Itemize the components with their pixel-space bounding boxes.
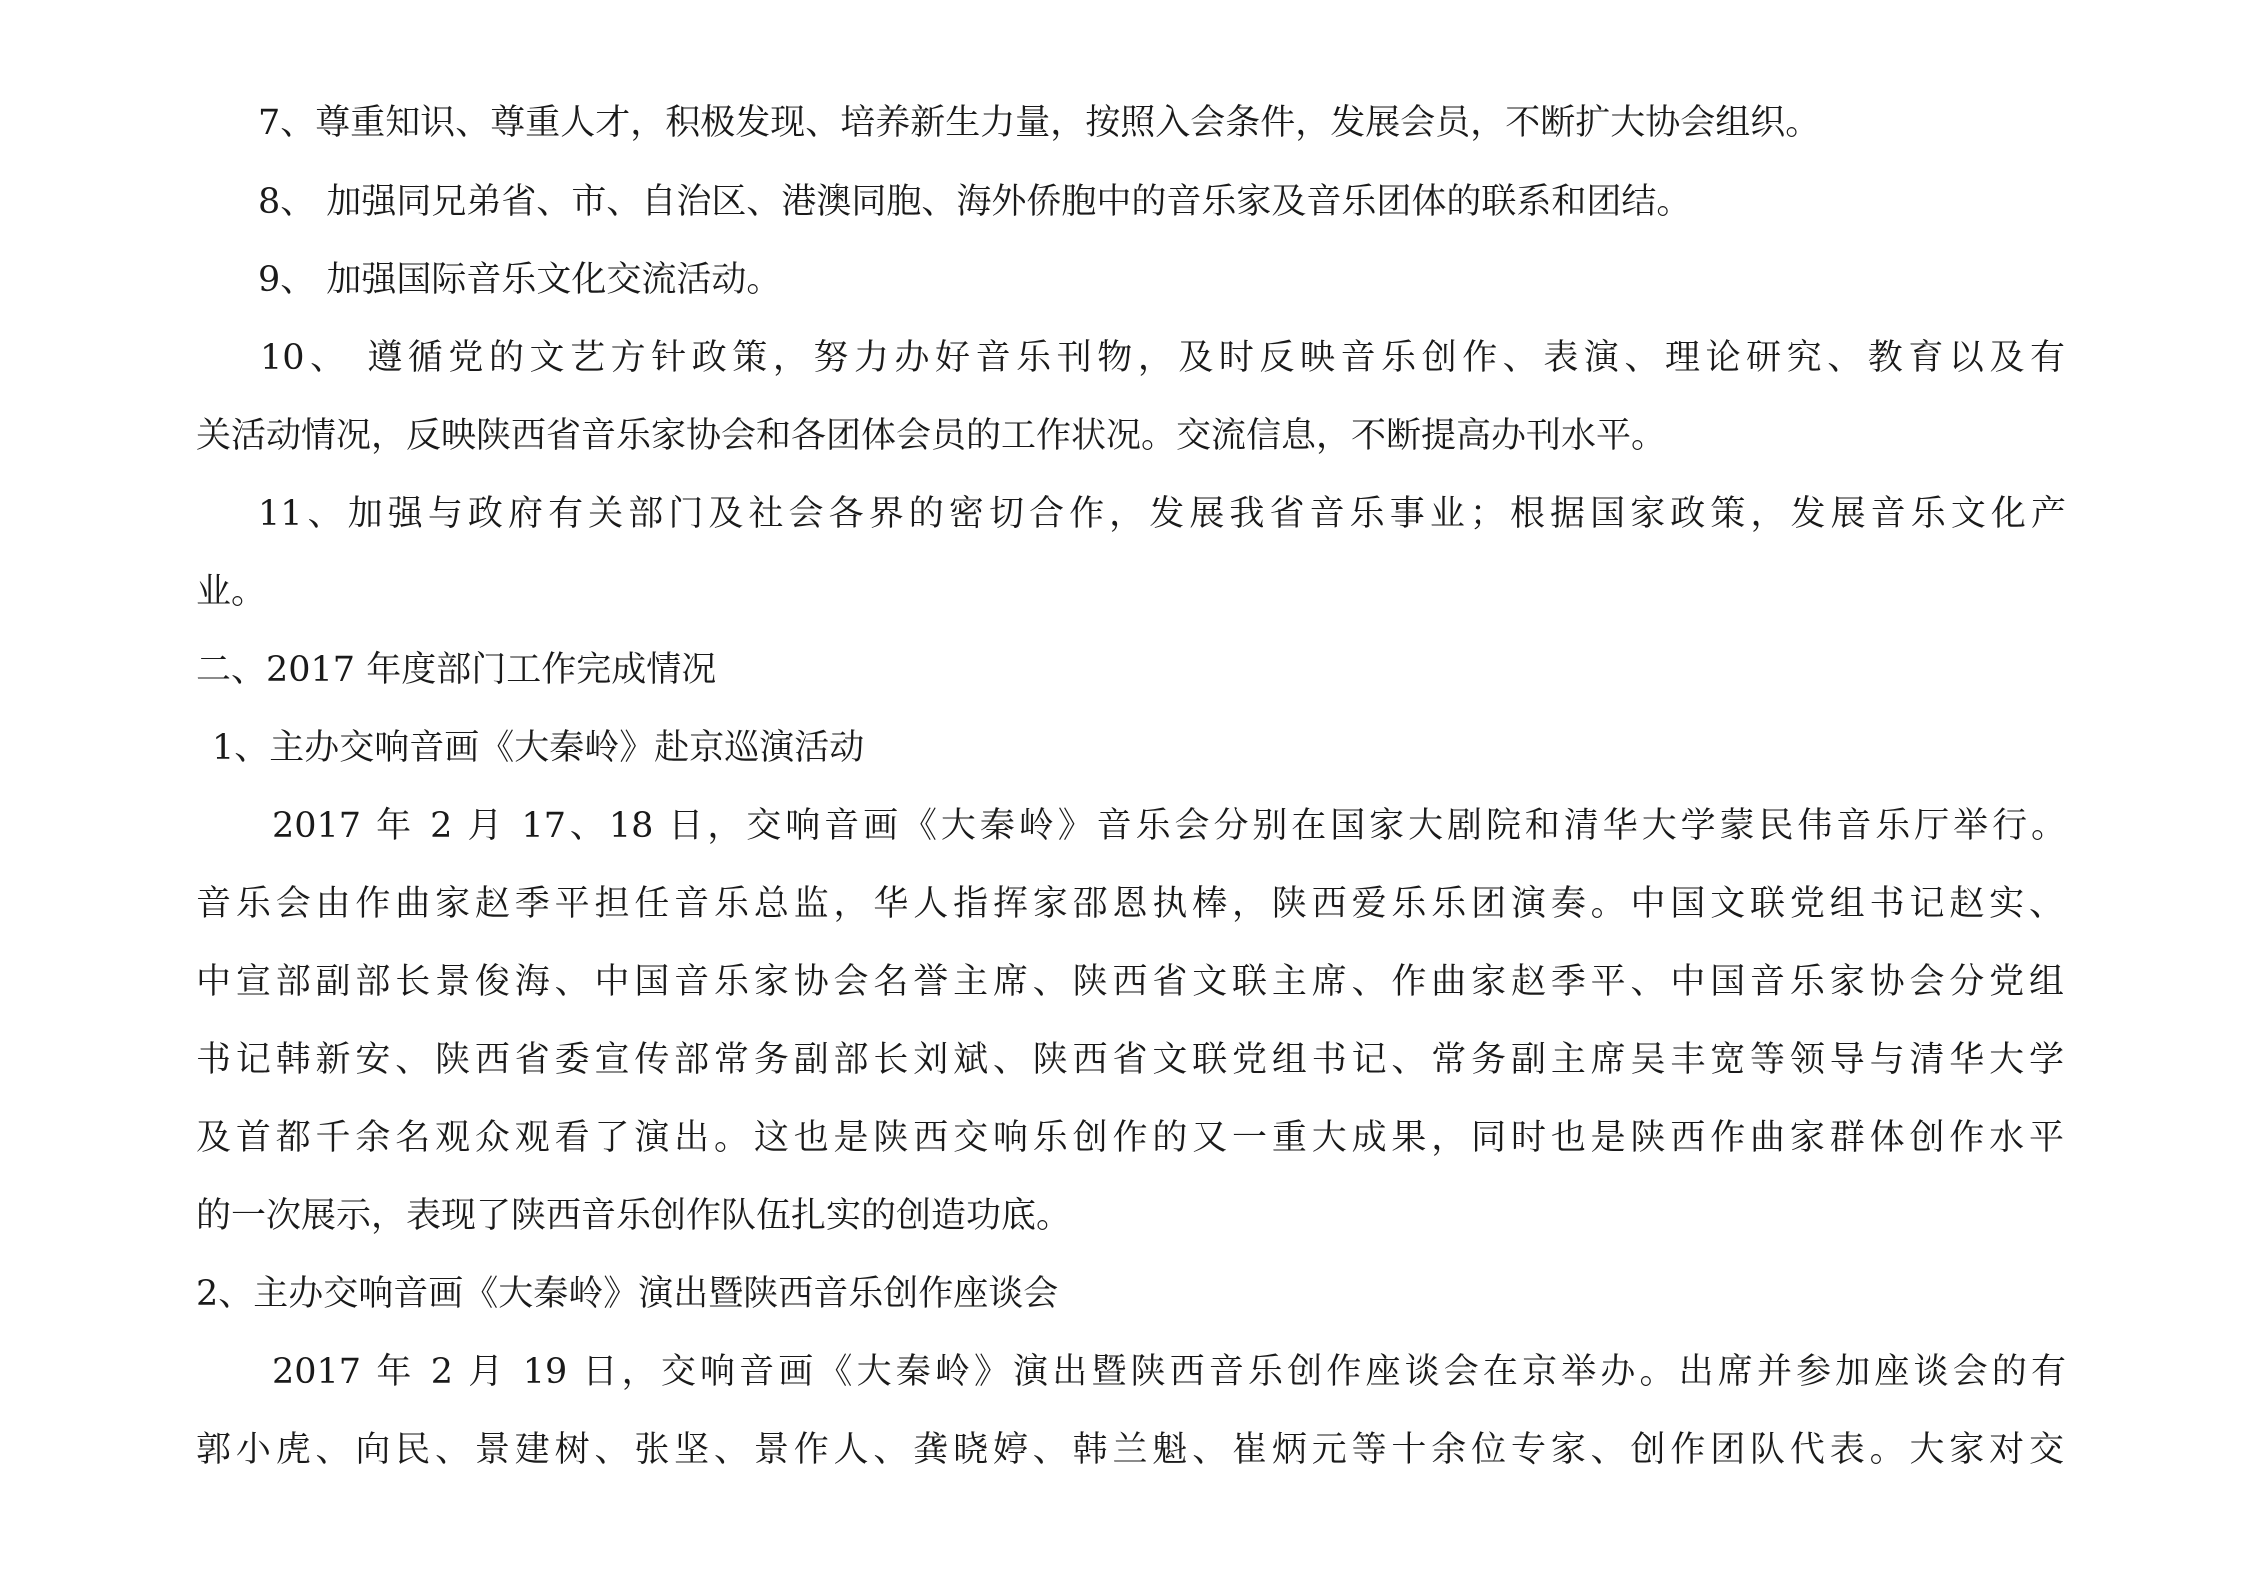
text-line: 及首都千余名观众观看了演出。这也是陕西交响乐创作的又一重大成果，同时也是陕西作曲家群体创作水平 xyxy=(196,1118,2064,1158)
text-line: 书记韩新安、陕西省委宣传部常务副部长刘斌、陕西省文联党组书记、常务副主席吴丰宽等领导与清华大学 xyxy=(196,1040,2064,1080)
text-line: 7、尊重知识、尊重人才，积极发现、培养新生力量，按照入会条件，发展会员，不断扩大协会组织。 xyxy=(258,103,1821,143)
text-line: 的一次展示，表现了陕西音乐创作队伍扎实的创造功底。 xyxy=(196,1196,1072,1236)
section-heading: 二、2017 年度部门工作完成情况 xyxy=(196,650,717,690)
text-line: 音乐会由作曲家赵季平担任音乐总监，华人指挥家邵恩执棒，陕西爱乐乐团演奏。中国文联党组书记赵实、 xyxy=(196,884,2064,924)
text-line: 中宣部副部长景俊海、中国音乐家协会名誉主席、陕西省文联主席、作曲家赵季平、中国音乐家协会分党组 xyxy=(196,962,2064,1002)
subsection-heading: 2、主办交响音画《大秦岭》演出暨陕西音乐创作座谈会 xyxy=(196,1274,1059,1314)
subsection-heading: 1、主办交响音画《大秦岭》赴京巡演活动 xyxy=(212,728,865,768)
text-line: 2017 年 2 月 17、18 日，交响音画《大秦岭》音乐会分别在国家大剧院和清华大学蒙民伟音乐厅举行。 xyxy=(272,806,2066,846)
text-line: 2017 年 2 月 19 日，交响音画《大秦岭》演出暨陕西音乐创作座谈会在京举办。出席并参加座谈会的有 xyxy=(272,1352,2066,1392)
text-line: 8、 加强同兄弟省、市、自治区、港澳同胞、海外侨胞中的音乐家及音乐团体的联系和团结。 xyxy=(258,182,1692,222)
text-line: 关活动情况，反映陕西省音乐家协会和各团体会员的工作状况。交流信息，不断提高办刊水平。 xyxy=(196,416,1667,456)
text-line: 10、 遵循党的文艺方针政策，努力办好音乐刊物，及时反映音乐创作、表演、理论研究、教育以及有 xyxy=(260,338,2065,378)
text-line: 9、 加强国际音乐文化交流活动。 xyxy=(258,260,782,300)
text-line: 11、加强与政府有关部门及社会各界的密切合作，发展我省音乐事业；根据国家政策，发展音乐文化产 xyxy=(258,494,2066,534)
text-line: 郭小虎、向民、景建树、张坚、景作人、龚晓婷、韩兰魁、崔炳元等十余位专家、创作团队代表。大家对交 xyxy=(196,1430,2064,1470)
text-line: 业。 xyxy=(196,572,267,612)
